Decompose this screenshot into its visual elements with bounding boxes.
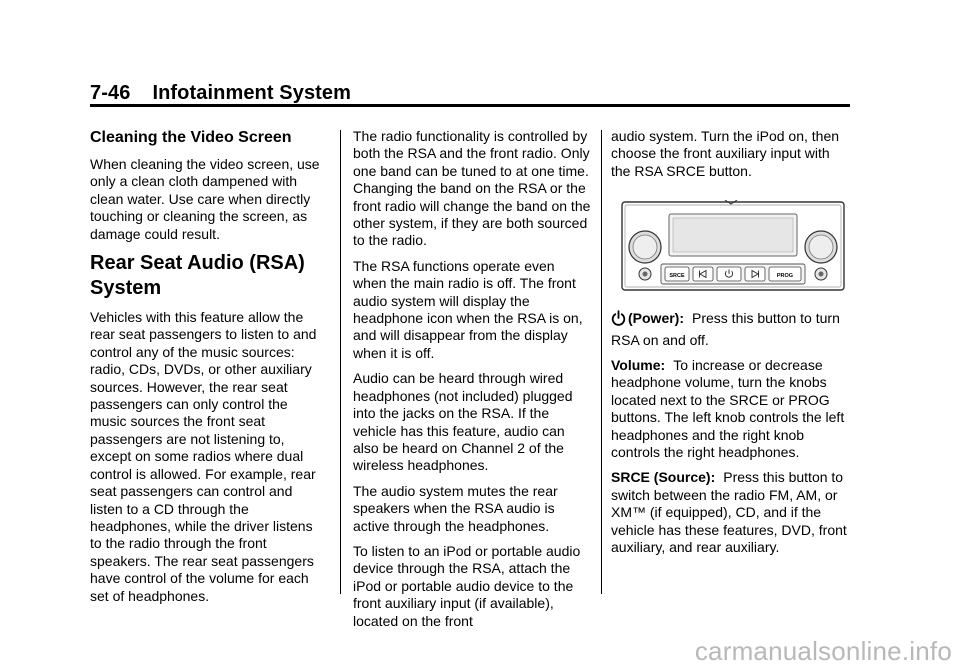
paragraph-ipod: To listen to an iPod or portable audio device through the RSA, attach the iPod or portable audio device to the front auxiliary input (if available), located on the front — [353, 542, 581, 629]
paragraph-power — [611, 310, 851, 349]
source-term: SRCE (Source): — [611, 469, 716, 486]
paragraph-source — [611, 469, 851, 556]
column-middle — [353, 128, 591, 638]
column-right — [611, 128, 851, 565]
column-divider — [601, 130, 602, 594]
paragraph-radio-functionality: The radio functionality is controlled by both the RSA and the front radio. Only one band can be tuned to at one time. Changing the band on the RSA or the front radio will change the band on the other system, if they are both sourced to the radio. — [353, 128, 591, 249]
page-header — [90, 82, 351, 105]
power-icon — [611, 310, 626, 331]
power-description: Press this button to turn RSA on and off. — [611, 310, 840, 348]
source-description: Press this button to switch between the radio FM, AM, or XM™ (if equipped), CD, and if the vehicle has these features, DVD, front auxiliary, and rear auxiliary. — [611, 469, 847, 556]
srce-button-label: SRCE — [669, 273, 685, 280]
volume-description: To increase or decrease headphone volume, turn the knobs located next to the SRCE or PROG buttons. The left knob controls the left headphones and the right knob controls the right headphones. — [611, 357, 845, 461]
paragraph-ipod-continued: audio system. Turn the iPod on, then choose the front auxiliary input with the RSA SRCE button. — [611, 128, 840, 179]
column-left — [90, 128, 328, 613]
prog-button-label: PROG — [776, 273, 794, 280]
watermark: carmanualsonline.info — [694, 636, 952, 666]
rsa-unit-drawing — [621, 200, 845, 292]
section-title: Infotainment System — [152, 82, 352, 104]
rsa-unit-illustration — [621, 200, 845, 292]
paragraph-volume — [611, 357, 851, 461]
column-divider — [340, 130, 341, 594]
paragraph-rsa-intro: Vehicles with this feature allow the rear seat passengers to listen to and control any of the music sources: radio, CDs, DVDs, or other auxiliary sources. However, the rear seat passengers can only control the music sources the front seat passengers are not listening to, except on some radios where dual control is allowed. For example, rear seat passengers can control and listen to a CD through the headphones, while the driver listens to the radio through the front speakers. The rear seat passengers have control of the volume for each set of headphones. — [90, 309, 317, 604]
power-term: (Power): — [628, 310, 684, 327]
page-number: 7-46 — [90, 82, 131, 104]
heading-rear-seat-audio: Rear Seat Audio (RSA) System — [90, 252, 305, 300]
header-rule — [90, 104, 850, 107]
volume-term: Volume: — [611, 357, 666, 374]
paragraph-mute: The audio system mutes the rear speakers when the RSA audio is active through the headphones. — [353, 482, 558, 534]
paragraph-headphones: Audio can be heard through wired headphones (not included) plugged into the jacks on the RSA. If the vehicle has this feature, audio can also be heard on Channel 2 of the wireless headphones. — [353, 370, 573, 474]
heading-cleaning-video-screen: Cleaning the Video Screen — [90, 129, 292, 146]
paragraph-rsa-functions: The RSA functions operate even when the main radio is off. The front audio system will display the headphone icon when the RSA is on, and will disappear from the display when it is off. — [353, 257, 583, 361]
paragraph-cleaning: When cleaning the video screen, use only a clean cloth dampened with clean water. Use care when directly touching or cleaning the screen, as damage could result. — [90, 156, 320, 242]
